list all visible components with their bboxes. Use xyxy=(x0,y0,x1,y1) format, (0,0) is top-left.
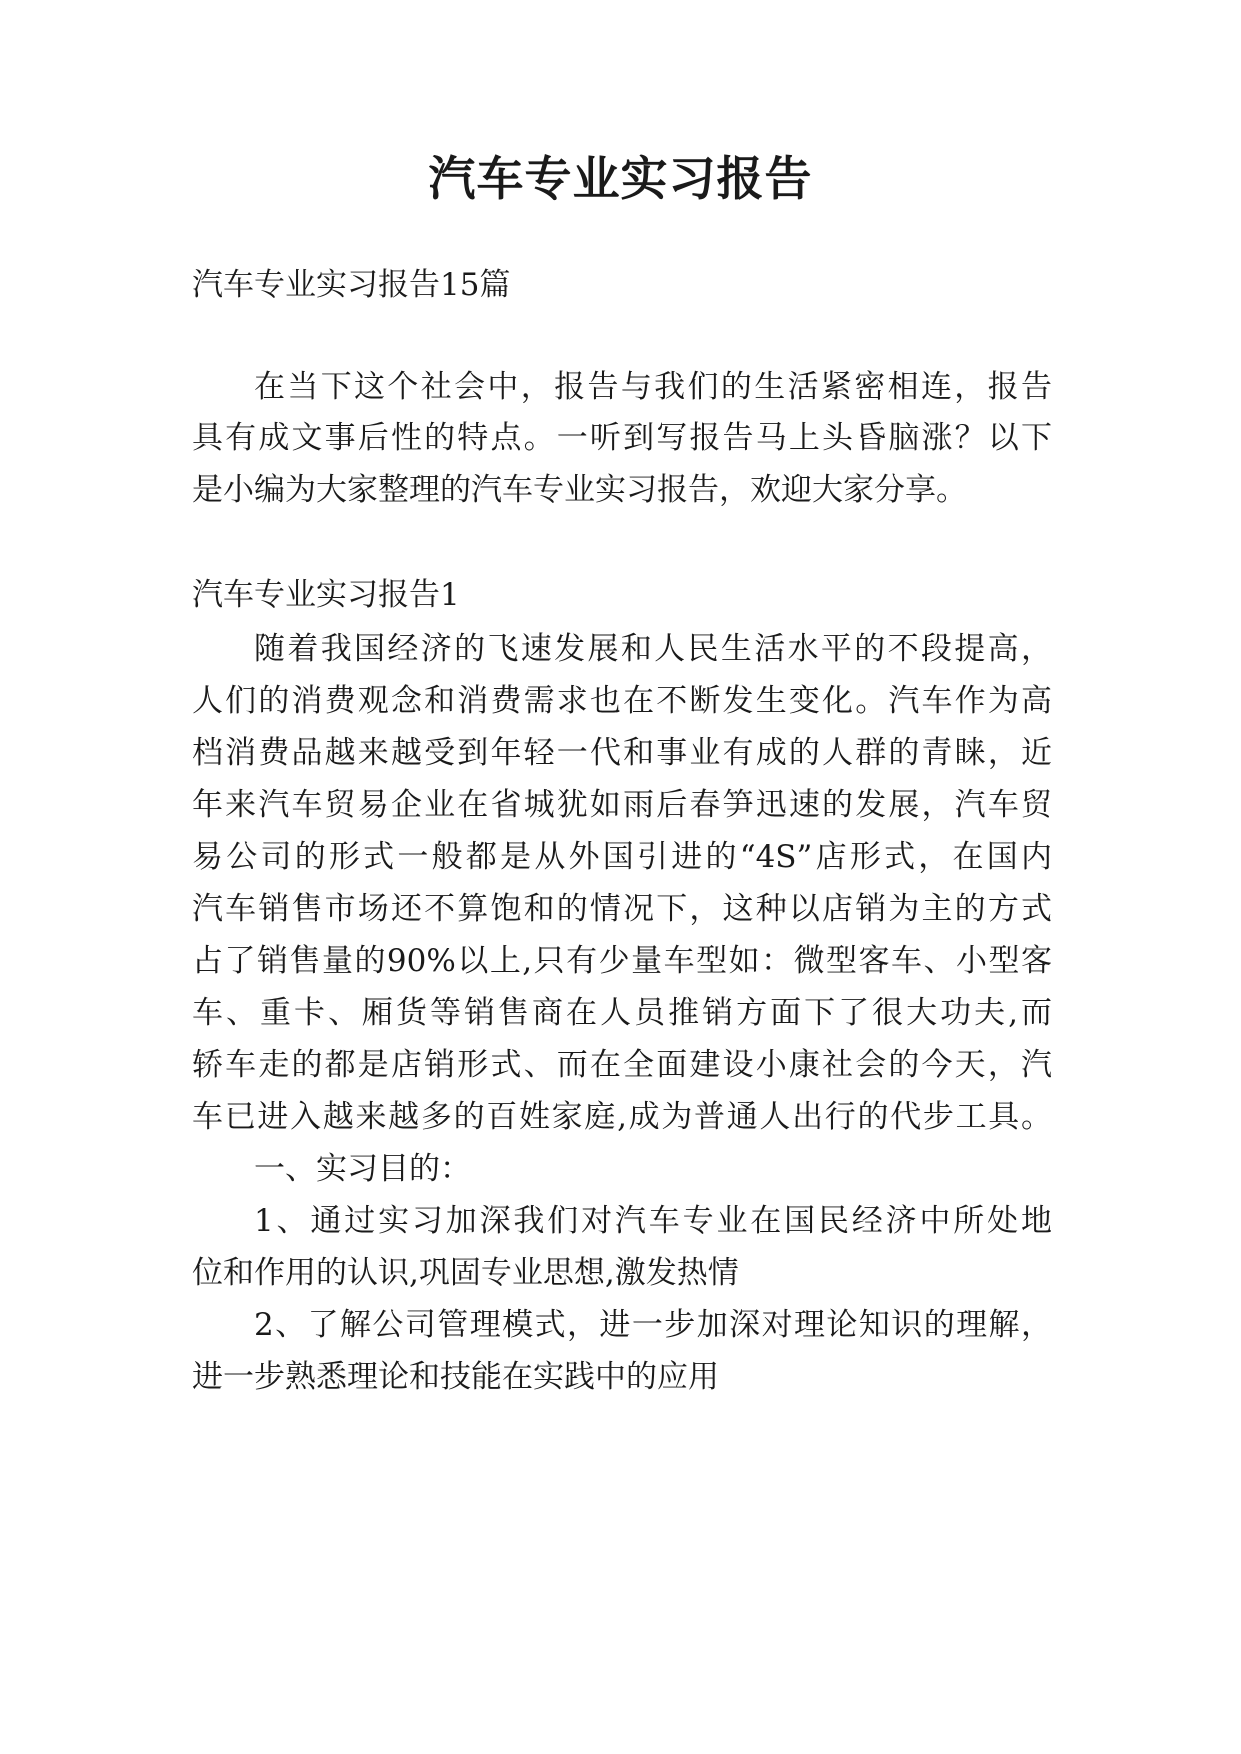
body-line-7: 占了销售量的90%以上,只有少量车型如：微型客车、小型客 xyxy=(192,943,1052,979)
body-line-1: 随着我国经济的飞速发展和人民生活水平的不段提高， xyxy=(254,631,1052,667)
intro-line-1: 在当下这个社会中，报告与我们的生活紧密相连，报告 xyxy=(254,369,1052,405)
body-line-9: 轿车走的都是店销形式、而在全面建设小康社会的今天，汽 xyxy=(192,1047,1052,1083)
section-heading: 汽车专业实习报告1 xyxy=(192,577,460,613)
document-subtitle: 汽车专业实习报告15篇 xyxy=(192,267,511,303)
objective-2-line-2: 进一步熟悉理论和技能在实践中的应用 xyxy=(192,1359,719,1395)
objective-1-line-2: 位和作用的认识,巩固专业思想,激发热情 xyxy=(192,1255,739,1291)
body-line-4: 年来汽车贸易企业在省城犹如雨后春笋迅速的发展，汽车贸 xyxy=(192,787,1052,823)
objective-2-line-1: 2、了解公司管理模式，进一步加深对理论知识的理解， xyxy=(254,1307,1052,1343)
intro-line-2: 具有成文事后性的特点。一听到写报告马上头昏脑涨？以下 xyxy=(192,420,1052,456)
body-line-5: 易公司的形式一般都是从外国引进的“4S”店形式，在国内 xyxy=(192,839,1052,875)
body-line-3: 档消费品越来越受到年轻一代和事业有成的人群的青睐，近 xyxy=(192,735,1052,771)
body-line-6: 汽车销售市场还不算饱和的情况下，这种以店销为主的方式 xyxy=(192,891,1052,927)
body-line-8: 车、重卡、厢货等销售商在人员推销方面下了很大功夫,而 xyxy=(192,995,1052,1031)
body-line-10: 车已进入越来越多的百姓家庭,成为普通人出行的代步工具。 xyxy=(192,1099,1052,1135)
document-title: 汽车专业实习报告 xyxy=(428,152,813,207)
objectives-heading: 一、实习目的： xyxy=(254,1151,471,1187)
body-line-2: 人们的消费观念和消费需求也在不断发生变化。汽车作为高 xyxy=(192,683,1052,719)
objective-1-line-1: 1、通过实习加深我们对汽车专业在国民经济中所处地 xyxy=(254,1203,1052,1239)
intro-line-3: 是小编为大家整理的汽车专业实习报告，欢迎大家分享。 xyxy=(192,472,967,508)
